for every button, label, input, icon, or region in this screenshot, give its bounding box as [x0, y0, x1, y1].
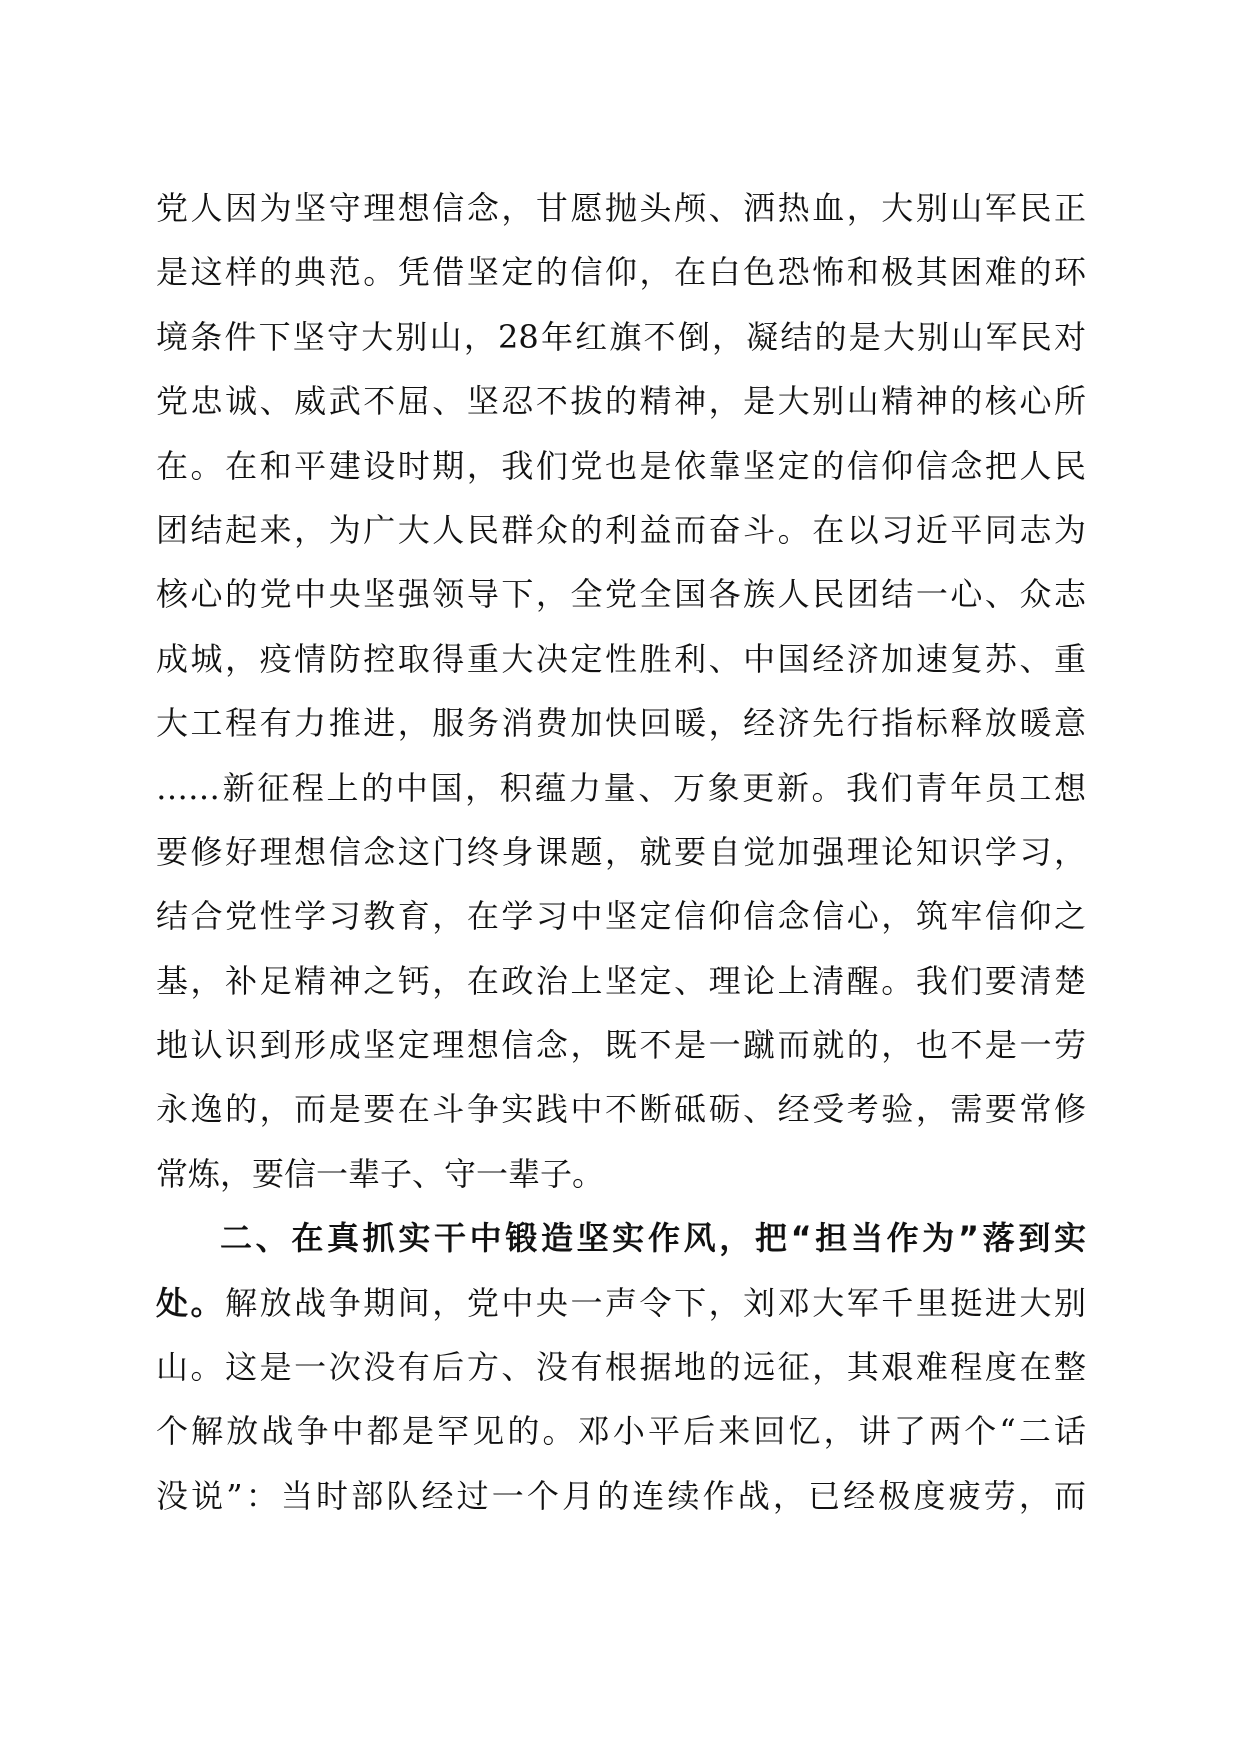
- paragraph-1-line: 党人因为坚守理想信念，甘愿抛头颅、洒热血，大别山军民正: [156, 189, 1086, 227]
- paragraph-1-line: 是这样的典范。凭借坚定的信仰，在白色恐怖和极其困难的环: [156, 253, 1086, 292]
- paragraph-1-line: 要修好理想信念这门终身课题，就要自觉加强理论知识学习，: [156, 832, 1086, 871]
- paragraph-1-line: 基，补足精神之钙，在政治上坚定、理论上清醒。我们要清楚: [156, 961, 1086, 1000]
- paragraph-2-line: 没说”：当时部队经过一个月的连续作战，已经极度疲劳，而: [156, 1476, 1086, 1515]
- paragraph-1-line: 成城，疫情防控取得重大决定性胜利、中国经济加速复苏、重: [156, 639, 1086, 678]
- paragraph-2-line: 山。这是一次没有后方、没有根据地的远征，其艰难程度在整: [156, 1348, 1086, 1387]
- paragraph-1-line: 境条件下坚守大别山，28年红旗不倒，凝结的是大别山军民对: [156, 317, 1086, 356]
- paragraph-1-line: 结合党性学习教育，在学习中坚定信仰信念信心，筑牢信仰之: [156, 897, 1086, 936]
- paragraph-1-line: 常炼，要信一辈子、守一辈子。: [156, 1154, 605, 1193]
- paragraph-1-line: 党忠诚、威武不屈、坚忍不拔的精神，是大别山精神的核心所: [156, 382, 1086, 421]
- section-heading: 二、在真抓实干中锻造坚实作风，把“担当作为”落到实: [220, 1219, 1086, 1258]
- paragraph-1-line: 永逸的，而是要在斗争实践中不断砥砺、经受考验，需要常修: [156, 1090, 1086, 1129]
- paragraph-2-line: [156, 1271, 1086, 1335]
- body-text: [156, 176, 1086, 1528]
- paragraph-1-line: 地认识到形成坚定理想信念，既不是一蹴而就的，也不是一劳: [156, 1026, 1086, 1065]
- paragraph-1-line: 在。在和平建设时期，我们党也是依靠坚定的信仰信念把人民: [156, 446, 1086, 485]
- paragraph-1-line: 核心的党中央坚强领导下，全党全国各族人民团结一心、众志: [156, 575, 1086, 614]
- paragraph-2-text: 解放战争期间，党中央一声令下，刘邓大军千里挺进大别: [225, 1283, 1086, 1322]
- paragraph-1-line: 团结起来，为广大人民群众的利益而奋斗。在以习近平同志为: [156, 510, 1086, 549]
- paragraph-1-line: ……新征程上的中国，积蕴力量、万象更新。我们青年员工想: [156, 768, 1086, 807]
- section-heading-end: 处。: [156, 1283, 226, 1322]
- paragraph-2-line: 个解放战争中都是罕见的。邓小平后来回忆，讲了两个“二话: [156, 1412, 1086, 1451]
- paragraph-1-line: 大工程有力推进，服务消费加快回暖，经济先行指标释放暖意: [156, 704, 1086, 743]
